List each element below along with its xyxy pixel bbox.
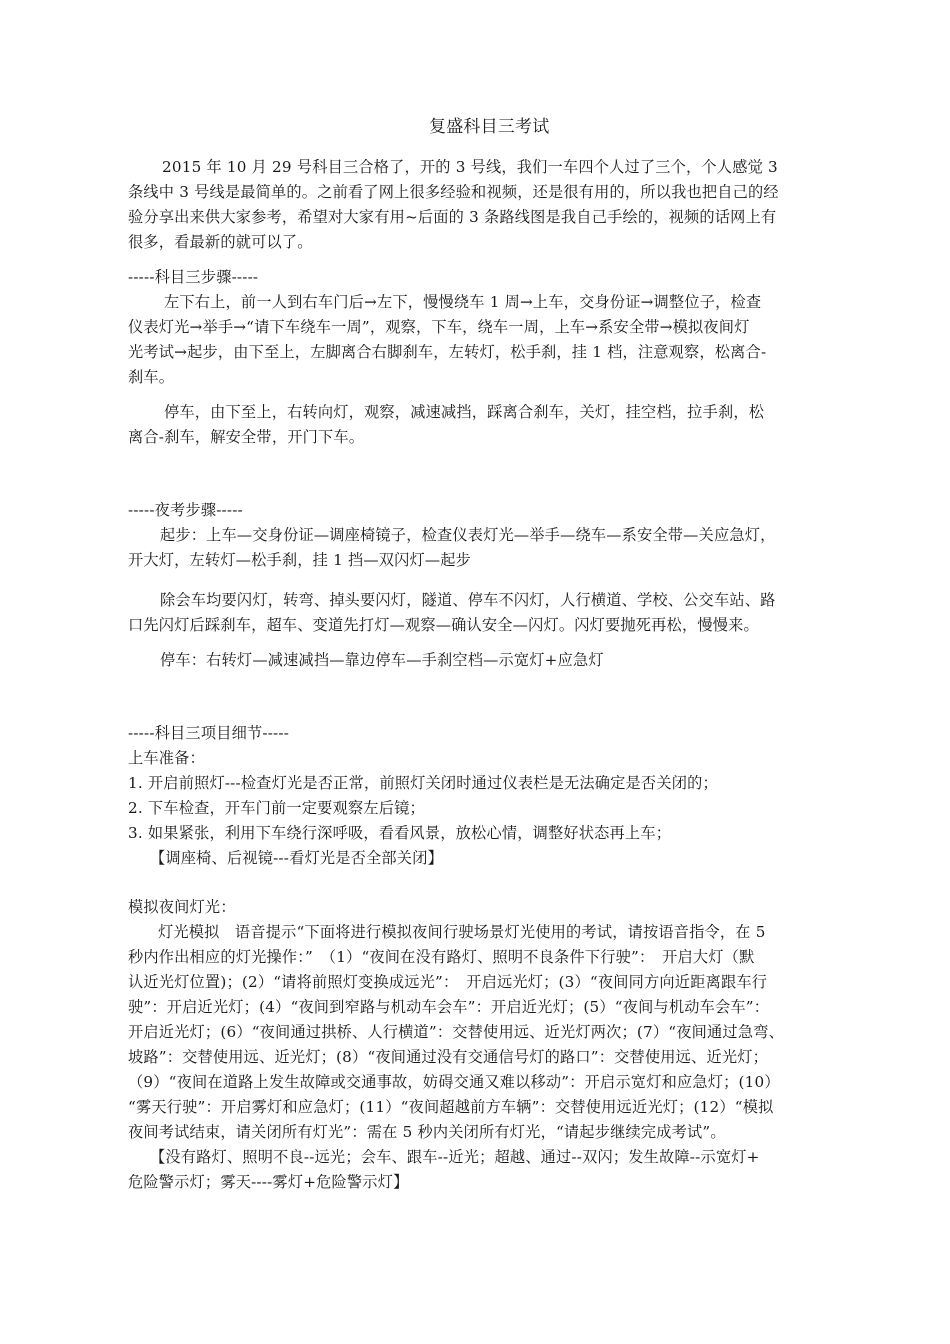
text-line: 验分享出来供大家参考，希望对大家有用~后面的 3 条路线图是我自己手绘的，视频的话网上有 bbox=[128, 208, 777, 226]
section-heading: -----夜考步骤----- bbox=[128, 501, 243, 519]
text-line: 离合-刹车，解安全带，开门下车。 bbox=[128, 428, 365, 446]
text-line: 2015 年 10 月 29 号科目三合格了，开的 3 号线，我们一车四个人过了三个，个人感觉 3 bbox=[162, 158, 778, 176]
text-line: 仪表灯光→举手→“请下车绕车一周”，观察，下车，绕车一周，上车→系安全带→模拟夜间灯 bbox=[128, 318, 750, 336]
text-line: 【没有路灯、照明不良--远光；会车、跟车--近光；超越、通过--双闪；发生故障--示宽灯+ bbox=[150, 1148, 760, 1166]
text-line: 除会车均要闪灯，转弯、掉头要闪灯，隧道、停车不闪灯，人行横道、学校、公交车站、路 bbox=[160, 591, 776, 609]
list-item: 3. 如果紧张，利用下车绕行深呼吸，看看风景，放松心情，调整好状态再上车； bbox=[128, 824, 672, 842]
list-item: 2. 下车检查，开车门前一定要观察左后镜； bbox=[128, 799, 425, 817]
text-line: 光考试→起步，由下至上，左脚离合右脚刹车，左转灯，松手刹，挂 1 档，注意观察，松离合- bbox=[128, 343, 767, 361]
text-line: 条线中 3 号线是最简单的。之前看了网上很多经验和视频，还是很有用的，所以我也把自己的经 bbox=[128, 183, 779, 201]
text-line: 左下右上，前一人到右车门后→左下，慢慢绕车 1 周→上车，交身份证→调整位子，检查 bbox=[164, 293, 762, 311]
text-line: 灯光模拟 语音提示“下面将进行模拟夜间行驶场景灯光使用的考试，请按语音指令，在 5 bbox=[158, 923, 766, 941]
text-line: 刹车。 bbox=[128, 368, 175, 386]
text-line: 停车：右转灯—减速减挡—靠边停车—手刹空档—示宽灯+应急灯 bbox=[160, 651, 604, 669]
text-line: 【调座椅、后视镜---看灯光是否全部关闭】 bbox=[150, 849, 443, 867]
subheading: 模拟夜间灯光： bbox=[128, 898, 236, 916]
text-line: 口先闪灯后踩刹车，超车、变道先打灯—观察—确认安全—闪灯。闪灯要抛死再松，慢慢来。 bbox=[128, 616, 759, 634]
subheading: 上车准备： bbox=[128, 749, 205, 767]
text-line: 很多，看最新的就可以了。 bbox=[128, 233, 313, 251]
text-line: 开启近光灯；(6）“夜间通过拱桥、人行横道”：交替使用远、近光灯两次；(7）“夜间通过急弯、 bbox=[128, 1023, 784, 1041]
text-line: 秒内作出相应的灯光操作：” （1）“夜间在没有路灯、照明不良条件下行驶”： 开启大灯（默 bbox=[128, 948, 755, 966]
text-line: 危险警示灯；雾天----雾灯+危险警示灯】 bbox=[128, 1173, 409, 1191]
text-line: 起步：上车—交身份证—调座椅镜子，检查仪表灯光—举手—绕车—系安全带—关应急灯， bbox=[160, 526, 776, 544]
text-line: 认近光灯位置)；(2）“请将前照灯变换成远光”： 开启远光灯；(3）“夜间同方向近距离跟车行 bbox=[128, 973, 768, 991]
text-line: 驶”：开启近光灯；(4）“夜间到窄路与机动车会车”：开启近光灯；(5）“夜间与机动车会车”： bbox=[128, 998, 770, 1016]
text-line: “雾天行驶”：开启雾灯和应急灯；(11）“夜间超越前方车辆”：交替使用远近光灯；(12）“模拟 bbox=[128, 1098, 774, 1116]
document-title: 复盛科目三考试 bbox=[429, 117, 550, 137]
list-item: 1. 开启前照灯---检查灯光是否正常，前照灯关闭时通过仪表栏是无法确定是否关闭的； bbox=[128, 774, 718, 792]
text-line: 停车，由下至上，右转向灯，观察，减速减挡，踩离合刹车，关灯，挂空档，拉手刹，松 bbox=[164, 403, 765, 421]
text-line: 开大灯，左转灯—松手刹，挂 1 挡—双闪灯—起步 bbox=[128, 551, 472, 569]
text-line: 夜间考试结束，请关闭所有灯光”：需在 5 秒内关闭所有灯光，“请起步继续完成考试”。 bbox=[128, 1123, 726, 1141]
text-line: 坡路”：交替使用远、近光灯；(8）“夜间通过没有交通信号灯的路口”：交替使用远、近光灯； bbox=[128, 1048, 768, 1066]
section-heading: -----科目三项目细节----- bbox=[128, 724, 290, 742]
text-line: （9）“夜间在道路上发生故障或交通事故，妨碍交通又难以移动”：开启示宽灯和应急灯；(10） bbox=[128, 1073, 780, 1091]
section-heading: -----科目三步骤----- bbox=[128, 268, 259, 286]
